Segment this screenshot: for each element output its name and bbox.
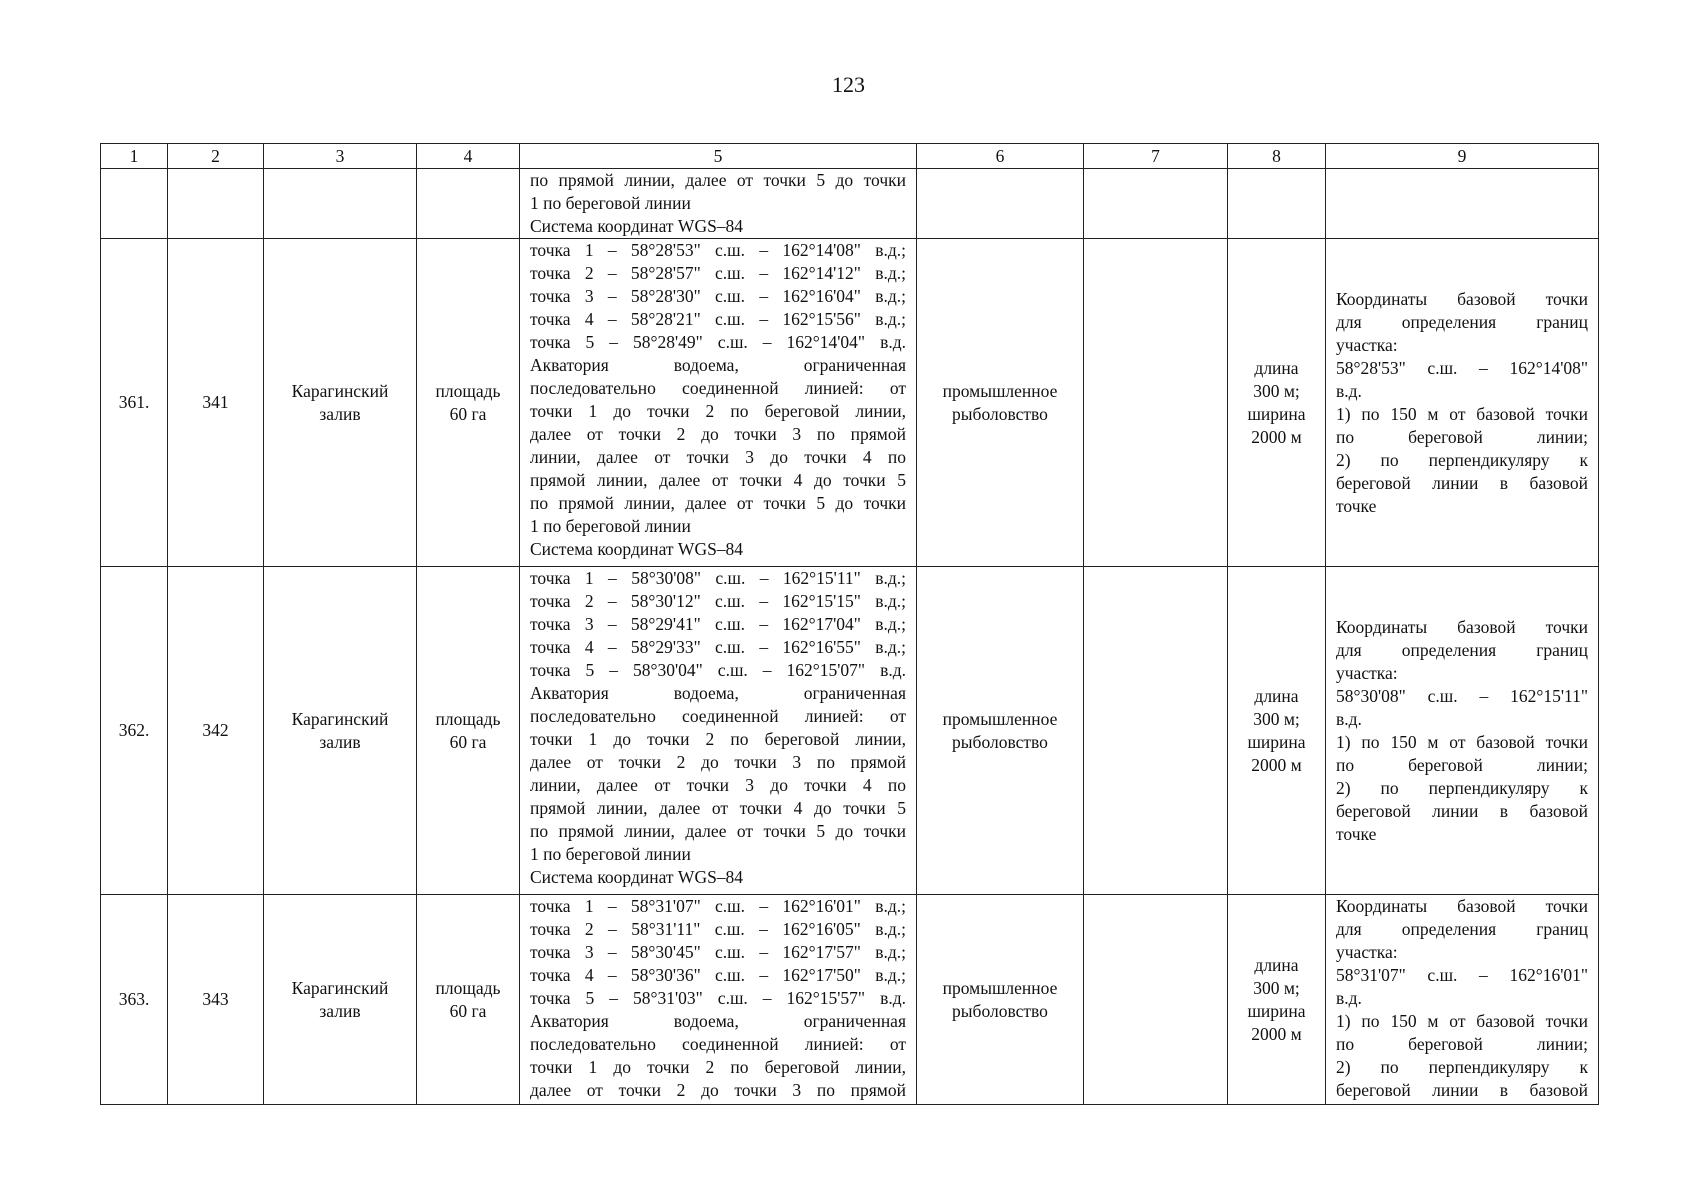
- point-coordinate-line: точка 3 – 58°29'41" с.ш. – 162°17'04" в.д.;: [530, 614, 906, 634]
- boundary-line: прямой линии, далее от точки 4 до точки 5: [530, 798, 906, 818]
- cell-empty: [1228, 169, 1326, 239]
- cell-empty: [264, 169, 417, 239]
- usage-line: промышленное: [942, 977, 1058, 998]
- size-line: 2000 м: [1251, 426, 1302, 447]
- note-line: в.д.: [1336, 988, 1362, 1008]
- note-line: 2) по перпендикуляру к: [1336, 449, 1588, 470]
- boundary-line: точки 1 до точки 2 по береговой линии,: [530, 401, 906, 421]
- note-line: береговой линии в базовой: [1336, 1080, 1588, 1100]
- column-header: 4: [417, 144, 520, 169]
- note-line: Координаты базовой точки: [1336, 896, 1588, 916]
- note-line: для определения границ: [1336, 311, 1588, 332]
- point-coordinate-line: точка 5 – 58°31'03" с.ш. – 162°15'57" в.д.: [530, 988, 906, 1008]
- boundary-line: точки 1 до точки 2 по береговой линии,: [530, 729, 906, 749]
- table-row: [101, 895, 1599, 1105]
- water-body-line: Карагинский: [291, 380, 389, 401]
- water-body-line: Карагинский: [291, 977, 389, 998]
- note-line: участка:: [1336, 662, 1398, 683]
- point-coordinate-line: точка 4 – 58°30'36" с.ш. – 162°17'50" в.д.;: [530, 965, 906, 985]
- area: [417, 895, 520, 1105]
- point-coordinate-line: точка 3 – 58°30'45" с.ш. – 162°17'57" в.д.;: [530, 942, 906, 962]
- usage-line: промышленное: [942, 380, 1058, 401]
- boundary-line: далее от точки 2 до точки 3 по прямой: [530, 1080, 906, 1100]
- note-line: 1) по 150 м от базовой точки: [1336, 731, 1588, 752]
- cell-empty: [168, 169, 264, 239]
- site-id: 342: [168, 567, 264, 895]
- boundary-line: последовательно соединенной линией: от: [530, 378, 906, 398]
- note-line: по береговой линии;: [1336, 754, 1588, 775]
- column-header: 9: [1326, 144, 1599, 169]
- note-line: участка:: [1336, 334, 1398, 355]
- size-line: длина: [1254, 357, 1299, 378]
- table-row: [101, 239, 1599, 567]
- water-body: [264, 895, 417, 1105]
- point-coordinate-line: точка 2 – 58°28'57" с.ш. – 162°14'12" в.д.;: [530, 263, 906, 283]
- boundary-line: линии, далее от точки 3 до точки 4 по: [530, 447, 906, 467]
- note-line: береговой линии в базовой: [1336, 472, 1588, 493]
- note-line: точке: [1336, 495, 1377, 516]
- note-line: точке: [1336, 823, 1377, 844]
- area-line: площадь: [435, 380, 501, 401]
- point-coordinate-line: точка 1 – 58°28'53" с.ш. – 162°14'08" в.д.;: [530, 240, 906, 260]
- boundary-line: последовательно соединенной линией: от: [530, 706, 906, 726]
- size-line: 300 м;: [1253, 380, 1300, 401]
- cell-empty: [917, 169, 1084, 239]
- column-7-cell: [1084, 567, 1228, 895]
- boundary-line: Система координат WGS–84: [530, 867, 744, 887]
- row-number: 361.: [101, 239, 168, 567]
- size-line: 2000 м: [1251, 754, 1302, 775]
- water-body-line: залив: [319, 1000, 361, 1021]
- area-line: 60 га: [449, 1000, 487, 1021]
- usage-line: промышленное: [942, 708, 1058, 729]
- boundary-description: [520, 895, 917, 1105]
- note-coordinate: 58°31'07" с.ш. – 162°16'01": [1336, 965, 1588, 985]
- area-line: площадь: [435, 708, 501, 729]
- point-coordinate-line: точка 3 – 58°28'30" с.ш. – 162°16'04" в.д.;: [530, 286, 906, 306]
- site-size: [1228, 239, 1326, 567]
- size-line: 300 м;: [1253, 708, 1300, 729]
- column-header: 5: [520, 144, 917, 169]
- base-point-note: [1326, 895, 1599, 1105]
- column-header: 6: [917, 144, 1084, 169]
- point-coordinate-line: точка 4 – 58°28'21" с.ш. – 162°15'56" в.д.;: [530, 309, 906, 329]
- usage-type: [917, 895, 1084, 1105]
- note-line: по береговой линии;: [1336, 426, 1588, 447]
- note-line: 1) по 150 м от базовой точки: [1336, 1011, 1588, 1031]
- note-line: для определения границ: [1336, 639, 1588, 660]
- continuation-row: [101, 169, 1599, 239]
- size-line: ширина: [1247, 731, 1306, 752]
- boundary-line: точки 1 до точки 2 по береговой линии,: [530, 1057, 906, 1077]
- size-line: 300 м;: [1253, 977, 1300, 998]
- note-line: береговой линии в базовой: [1336, 800, 1588, 821]
- point-coordinate-line: точка 1 – 58°31'07" с.ш. – 162°16'01" в.д.;: [530, 896, 906, 916]
- point-coordinate-line: точка 1 – 58°30'08" с.ш. – 162°15'11" в.д.;: [530, 568, 906, 588]
- usage-line: рыболовство: [952, 731, 1048, 752]
- description-line: Система координат WGS–84: [530, 216, 744, 236]
- page-number: 123: [832, 72, 865, 97]
- column-7-cell: [1084, 239, 1228, 567]
- boundary-line: 1 по береговой линии: [530, 844, 691, 864]
- water-body-line: Карагинский: [291, 708, 389, 729]
- usage-line: рыболовство: [952, 1000, 1048, 1021]
- size-line: длина: [1254, 685, 1299, 706]
- note-line: в.д.: [1336, 380, 1362, 401]
- boundary-description: [520, 567, 917, 895]
- boundary-line: далее от точки 2 до точки 3 по прямой: [530, 752, 906, 772]
- size-line: ширина: [1247, 1000, 1306, 1021]
- point-coordinate-line: точка 5 – 58°28'49" с.ш. – 162°14'04" в.д.: [530, 332, 906, 352]
- column-number-row: [101, 144, 1599, 169]
- boundary-line: последовательно соединенной линией: от: [530, 1034, 906, 1054]
- usage-line: рыболовство: [952, 403, 1048, 424]
- note-line: 2) по перпендикуляру к: [1336, 777, 1588, 798]
- column-header: 8: [1228, 144, 1326, 169]
- note-line: Координаты базовой точки: [1336, 616, 1588, 637]
- cell-empty: [417, 169, 520, 239]
- note-coordinate: 58°30'08" с.ш. – 162°15'11": [1336, 685, 1588, 706]
- area: [417, 239, 520, 567]
- note-line: Координаты базовой точки: [1336, 288, 1588, 309]
- base-point-note: [1326, 239, 1599, 567]
- size-line: 2000 м: [1251, 1023, 1302, 1044]
- boundary-line: Акватория водоема, ограниченная: [530, 1011, 906, 1031]
- area-line: площадь: [435, 977, 501, 998]
- point-coordinate-line: точка 2 – 58°30'12" с.ш. – 162°15'15" в.д.;: [530, 591, 906, 611]
- size-line: ширина: [1247, 403, 1306, 424]
- water-body: [264, 567, 417, 895]
- site-id: 343: [168, 895, 264, 1105]
- column-header: 2: [168, 144, 264, 169]
- water-body-line: залив: [319, 731, 361, 752]
- note-line: 1) по 150 м от базовой точки: [1336, 403, 1588, 424]
- boundary-line: по прямой линии, далее от точки 5 до точки: [530, 493, 906, 513]
- boundary-line: Акватория водоема, ограниченная: [530, 355, 906, 375]
- table-row: [101, 567, 1599, 895]
- cell-empty: [1326, 169, 1599, 239]
- row-number: 363.: [101, 895, 168, 1105]
- usage-type: [917, 567, 1084, 895]
- water-body: [264, 239, 417, 567]
- area-line: 60 га: [449, 403, 487, 424]
- row-number: 362.: [101, 567, 168, 895]
- cell-empty: [1084, 169, 1228, 239]
- site-size: [1228, 895, 1326, 1105]
- boundary-line: далее от точки 2 до точки 3 по прямой: [530, 424, 906, 444]
- boundary-line: по прямой линии, далее от точки 5 до точки: [530, 821, 906, 841]
- water-body-line: залив: [319, 403, 361, 424]
- note-line: для определения границ: [1336, 919, 1588, 939]
- description-line: 1 по береговой линии: [530, 193, 691, 213]
- site-size: [1228, 567, 1326, 895]
- note-line: по береговой линии;: [1336, 1034, 1588, 1054]
- base-point-note: [1326, 567, 1599, 895]
- point-coordinate-line: точка 4 – 58°29'33" с.ш. – 162°16'55" в.д.;: [530, 637, 906, 657]
- cell-empty: [101, 169, 168, 239]
- note-line: 2) по перпендикуляру к: [1336, 1057, 1588, 1077]
- note-line: в.д.: [1336, 708, 1362, 729]
- boundary-line: прямой линии, далее от точки 4 до точки 5: [530, 470, 906, 490]
- boundary-description: [520, 239, 917, 567]
- continuation-description: [520, 169, 917, 239]
- column-header: 3: [264, 144, 417, 169]
- boundary-line: 1 по береговой линии: [530, 516, 691, 536]
- boundary-line: Акватория водоема, ограниченная: [530, 683, 906, 703]
- point-coordinate-line: точка 2 – 58°31'11" с.ш. – 162°16'05" в.д.;: [530, 919, 906, 939]
- registry-table: [100, 143, 1599, 1105]
- column-7-cell: [1084, 895, 1228, 1105]
- note-coordinate: 58°28'53" с.ш. – 162°14'08": [1336, 357, 1588, 378]
- area: [417, 567, 520, 895]
- point-coordinate-line: точка 5 – 58°30'04" с.ш. – 162°15'07" в.д.: [530, 660, 906, 680]
- column-header: 7: [1084, 144, 1228, 169]
- boundary-line: Система координат WGS–84: [530, 539, 744, 559]
- boundary-line: линии, далее от точки 3 до точки 4 по: [530, 775, 906, 795]
- site-id: 341: [168, 239, 264, 567]
- usage-type: [917, 239, 1084, 567]
- area-line: 60 га: [449, 731, 487, 752]
- description-line: по прямой линии, далее от точки 5 до точки: [530, 170, 906, 190]
- size-line: длина: [1254, 954, 1299, 975]
- note-line: участка:: [1336, 942, 1398, 962]
- column-header: 1: [101, 144, 168, 169]
